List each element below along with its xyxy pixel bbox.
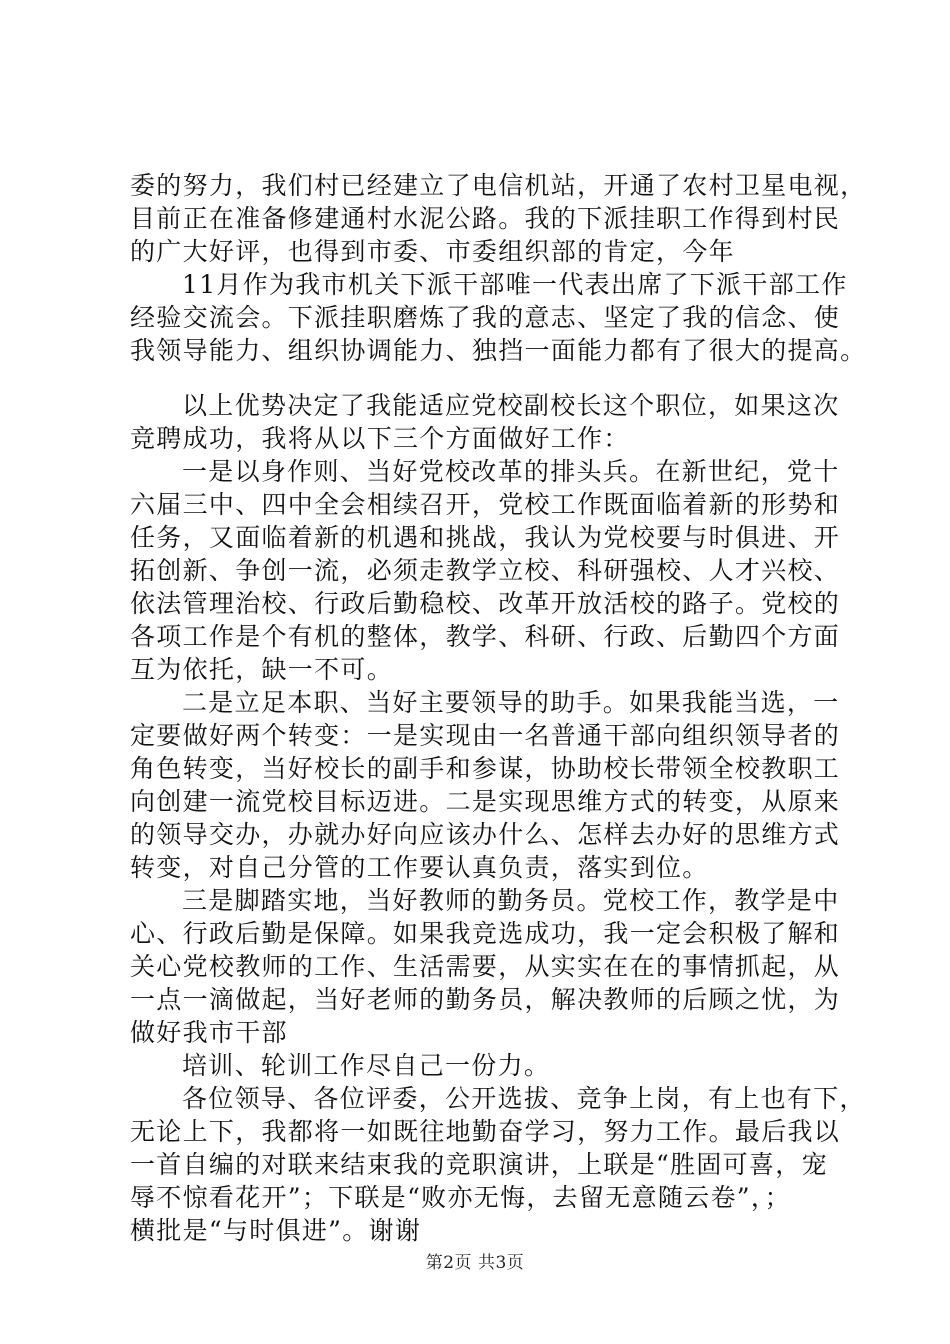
page-number-footer: 第2页 共3页: [425, 1253, 525, 1273]
text-line: 以上优势决定了我能适应党校副校长这个职位，如果这次: [182, 391, 840, 420]
text-line: 委的努力，我们村已经建立了电信机站，开通了农村卫星电视，: [130, 171, 867, 200]
text-line: 转变，对自己分管的工作要认真负责，落实到位。: [130, 853, 709, 882]
text-line: 各项工作是个有机的整体，教学、科研、行政、后勤四个方面: [130, 622, 841, 651]
text-line: 三是脚踏实地，当好教师的勤务员。党校工作，教学是中: [182, 886, 840, 915]
text-line: 经验交流会。下派挂职磨炼了我的意志、坚定了我的信念、使: [130, 303, 841, 332]
text-line: 我领导能力、组织协调能力、独挡一面能力都有了很大的提高。: [130, 336, 867, 365]
text-line: 无论上下，我都将一如既往地勤奋学习，努力工作。最后我以: [130, 1117, 841, 1146]
text-line: 培训、轮训工作尽自己一份力。: [182, 1051, 551, 1080]
text-line: 目前正在准备修建通村水泥公路。我的下派挂职工作得到村民: [130, 204, 841, 233]
text-line: 做好我市干部: [130, 1018, 288, 1047]
text-line: 一是以身作则、当好党校改革的排头兵。在新世纪，党十: [182, 457, 840, 486]
text-line: 角色转变，当好校长的副手和参谋，协助校长带领全校教职工: [130, 754, 841, 783]
text-line: 一点一滴做起，当好老师的勤务员，解决教师的后顾之忧，为: [130, 985, 841, 1014]
text-line: 的领导交办，办就办好向应该办什么、怎样去办好的思维方式: [130, 820, 841, 849]
text-line: 一首自编的对联来结束我的竞职演讲，上联是“胜固可喜，宠: [130, 1150, 828, 1179]
text-line: 各位领导、各位评委，公开选拔、竞争上岗，有上也有下，: [182, 1084, 866, 1113]
text-line: 六届三中、四中全会相续召开，党校工作既面临着新的形势和: [130, 490, 841, 519]
text-line: 横批是“与时俱进”。谢谢: [130, 1216, 422, 1245]
text-line: 依法管理治校、行政后勤稳校、改革开放活校的路子。党校的: [130, 589, 841, 618]
text-line: 向创建一流党校目标迈进。二是实现思维方式的转变，从原来: [130, 787, 841, 816]
text-line: 二是立足本职、当好主要领导的助手。如果我能当选，一: [182, 688, 840, 717]
text-line: 竞聘成功，我将从以下三个方面做好工作：: [130, 424, 630, 453]
text-line: 心、行政后勤是保障。如果我竞选成功，我一定会积极了解和: [130, 919, 841, 948]
text-line: 拓创新、争创一流，必须走教学立校、科研强校、人才兴校、: [130, 556, 841, 585]
text-line: 定要做好两个转变：一是实现由一名普通干部向组织领导者的: [130, 721, 841, 750]
text-line: 的广大好评，也得到市委、市委组织部的肯定，今年: [130, 237, 735, 266]
text-line: 关心党校教师的工作、生活需要，从实实在在的事情抓起，从: [130, 952, 841, 981]
text-line: 辱不惊看花开”；下联是“败亦无悔，去留无意随云卷”，；: [130, 1183, 791, 1212]
text-line: 互为依托，缺一不可。: [130, 655, 394, 684]
text-line: 11月作为我市机关下派干部唯一代表出席了下派干部工作: [182, 270, 848, 299]
text-line: 任务，又面临着新的机遇和挑战，我认为党校要与时俱进、开: [130, 523, 841, 552]
